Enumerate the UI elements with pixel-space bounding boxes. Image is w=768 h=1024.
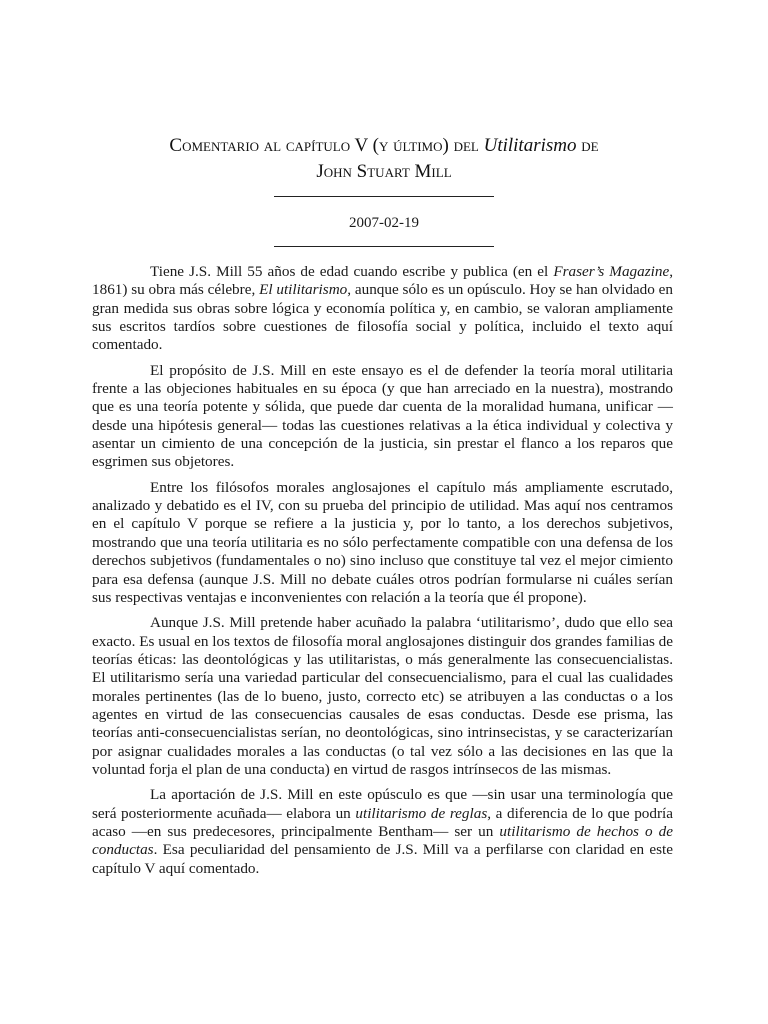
- body-paragraph: [92, 614, 673, 779]
- document-body: [92, 263, 673, 885]
- paragraph-text: , a diferencia de lo que podría acaso —en sus predecesores, principalmente Bentham— ser un: [92, 804, 673, 840]
- italic-text: El utilitarismo: [259, 281, 348, 299]
- paragraph-text: Aunque J.S. Mill pretende haber acuñado la palabra ‘utilitarismo’, dudo que ello sea exacto. Es usual en los textos de filosofía moral anglosajones distinguir dos grandes familias de teorías éticas: las deontológicas y las utilitaristas, o más generalmente las consecuencialistas. El utilitarismo sería una variedad particular del consecuencialismo, para el cual las cualidades morales pertinentes (las de lo bueno, justo, correcto etc) se atribuyen a las conductas o a los agentes en virtud de las consecuencias causales de esas conductas. Desde ese prisma, las teorías anti-consecuencialistas serían, no deontológicas, sino intrinsecistas, y se caracterizarían por asignar cualidades morales a las conductas (o tal vez sólo a las decisiones en las que la voluntad forja el plan de una conducta) en virtud de rasgos intrínsecos de las mismas.: [92, 614, 673, 778]
- paragraph-text: El propósito de J.S. Mill en este ensayo es el de defender la teoría moral utilitaria frente a las objeciones habituales en su época (y que han arreciado en la nuestra), mostrando que es una teoría potente y sólida, que puede dar cuenta de la moralidad humana, unificar —desde una hipótesis general— todas las cuestiones relativas a la ética individual y colectiva y asentar un cimiento de una concepción de la justicia, sin prestar el flanco a los reparos que esgrimen sus objetores.: [92, 361, 673, 471]
- body-paragraph: [92, 786, 673, 878]
- title-divider-bottom: [274, 246, 494, 247]
- document-date: 2007-02-19: [349, 215, 419, 231]
- title-part-3: de: [576, 135, 599, 156]
- italic-text: Fraser’s Magazine: [553, 263, 670, 280]
- paragraph-text: . Esa peculiaridad del pensamiento de J.S. Mill va a perfilarse con claridad en este capítulo V aquí comentado.: [92, 841, 673, 877]
- title-italic-work: Utilitarismo: [483, 135, 577, 156]
- paragraph-text: , aunque sólo es un opúsculo. Hoy se han olvidado en gran medida sus obras sobre lógica y economía política y, en cambio, se valoran ampliamente sus escritos tardíos sobre cuestiones de filosofía social y política, incluido el texto aquí comentado.: [92, 281, 673, 354]
- italic-text: utilitarismo de reglas: [355, 804, 488, 822]
- paragraph-text: , 1861) su obra más célebre,: [92, 263, 673, 299]
- paragraph-text: La aportación de J.S. Mill en este opúsculo es que —sin usar una terminología que será posteriormente acuñada— elabora un: [92, 786, 673, 822]
- body-paragraph: [92, 263, 673, 355]
- title-part-1: Comentario al capítulo V (y último) del: [169, 135, 484, 156]
- paragraph-text: Tiene J.S. Mill 55 años de edad cuando escribe y publica (en el: [150, 263, 554, 280]
- body-paragraph: [92, 479, 673, 607]
- title-author: John Stuart Mill: [316, 161, 452, 182]
- title-divider-top: [274, 196, 494, 197]
- paragraph-text: Entre los filósofos morales anglosajones el capítulo más ampliamente escrutado, analizado y debatido es el IV, con su prueba del principio de utilidad. Mas aquí nos centramos en el capítulo V porque se refiere a la justicia y, por lo tanto, a los derechos subjetivos, mostrando que una teoría utilitaria es no sólo perfectamente compatible con una defensa de los derechos subjetivos (fundamentales o no) sino incluso que constituye tal vez el mejor cimiento para esa defensa (aunque J.S. Mill no debate cuáles otros podrían formularse ni cuáles serían sus respectivas ventajas e inconvenientes con relación a la teoría que él propone).: [92, 478, 673, 606]
- body-paragraph: [92, 362, 673, 472]
- document-title: [84, 133, 684, 185]
- italic-text: utilitarismo de hechos o de conductas: [92, 822, 674, 859]
